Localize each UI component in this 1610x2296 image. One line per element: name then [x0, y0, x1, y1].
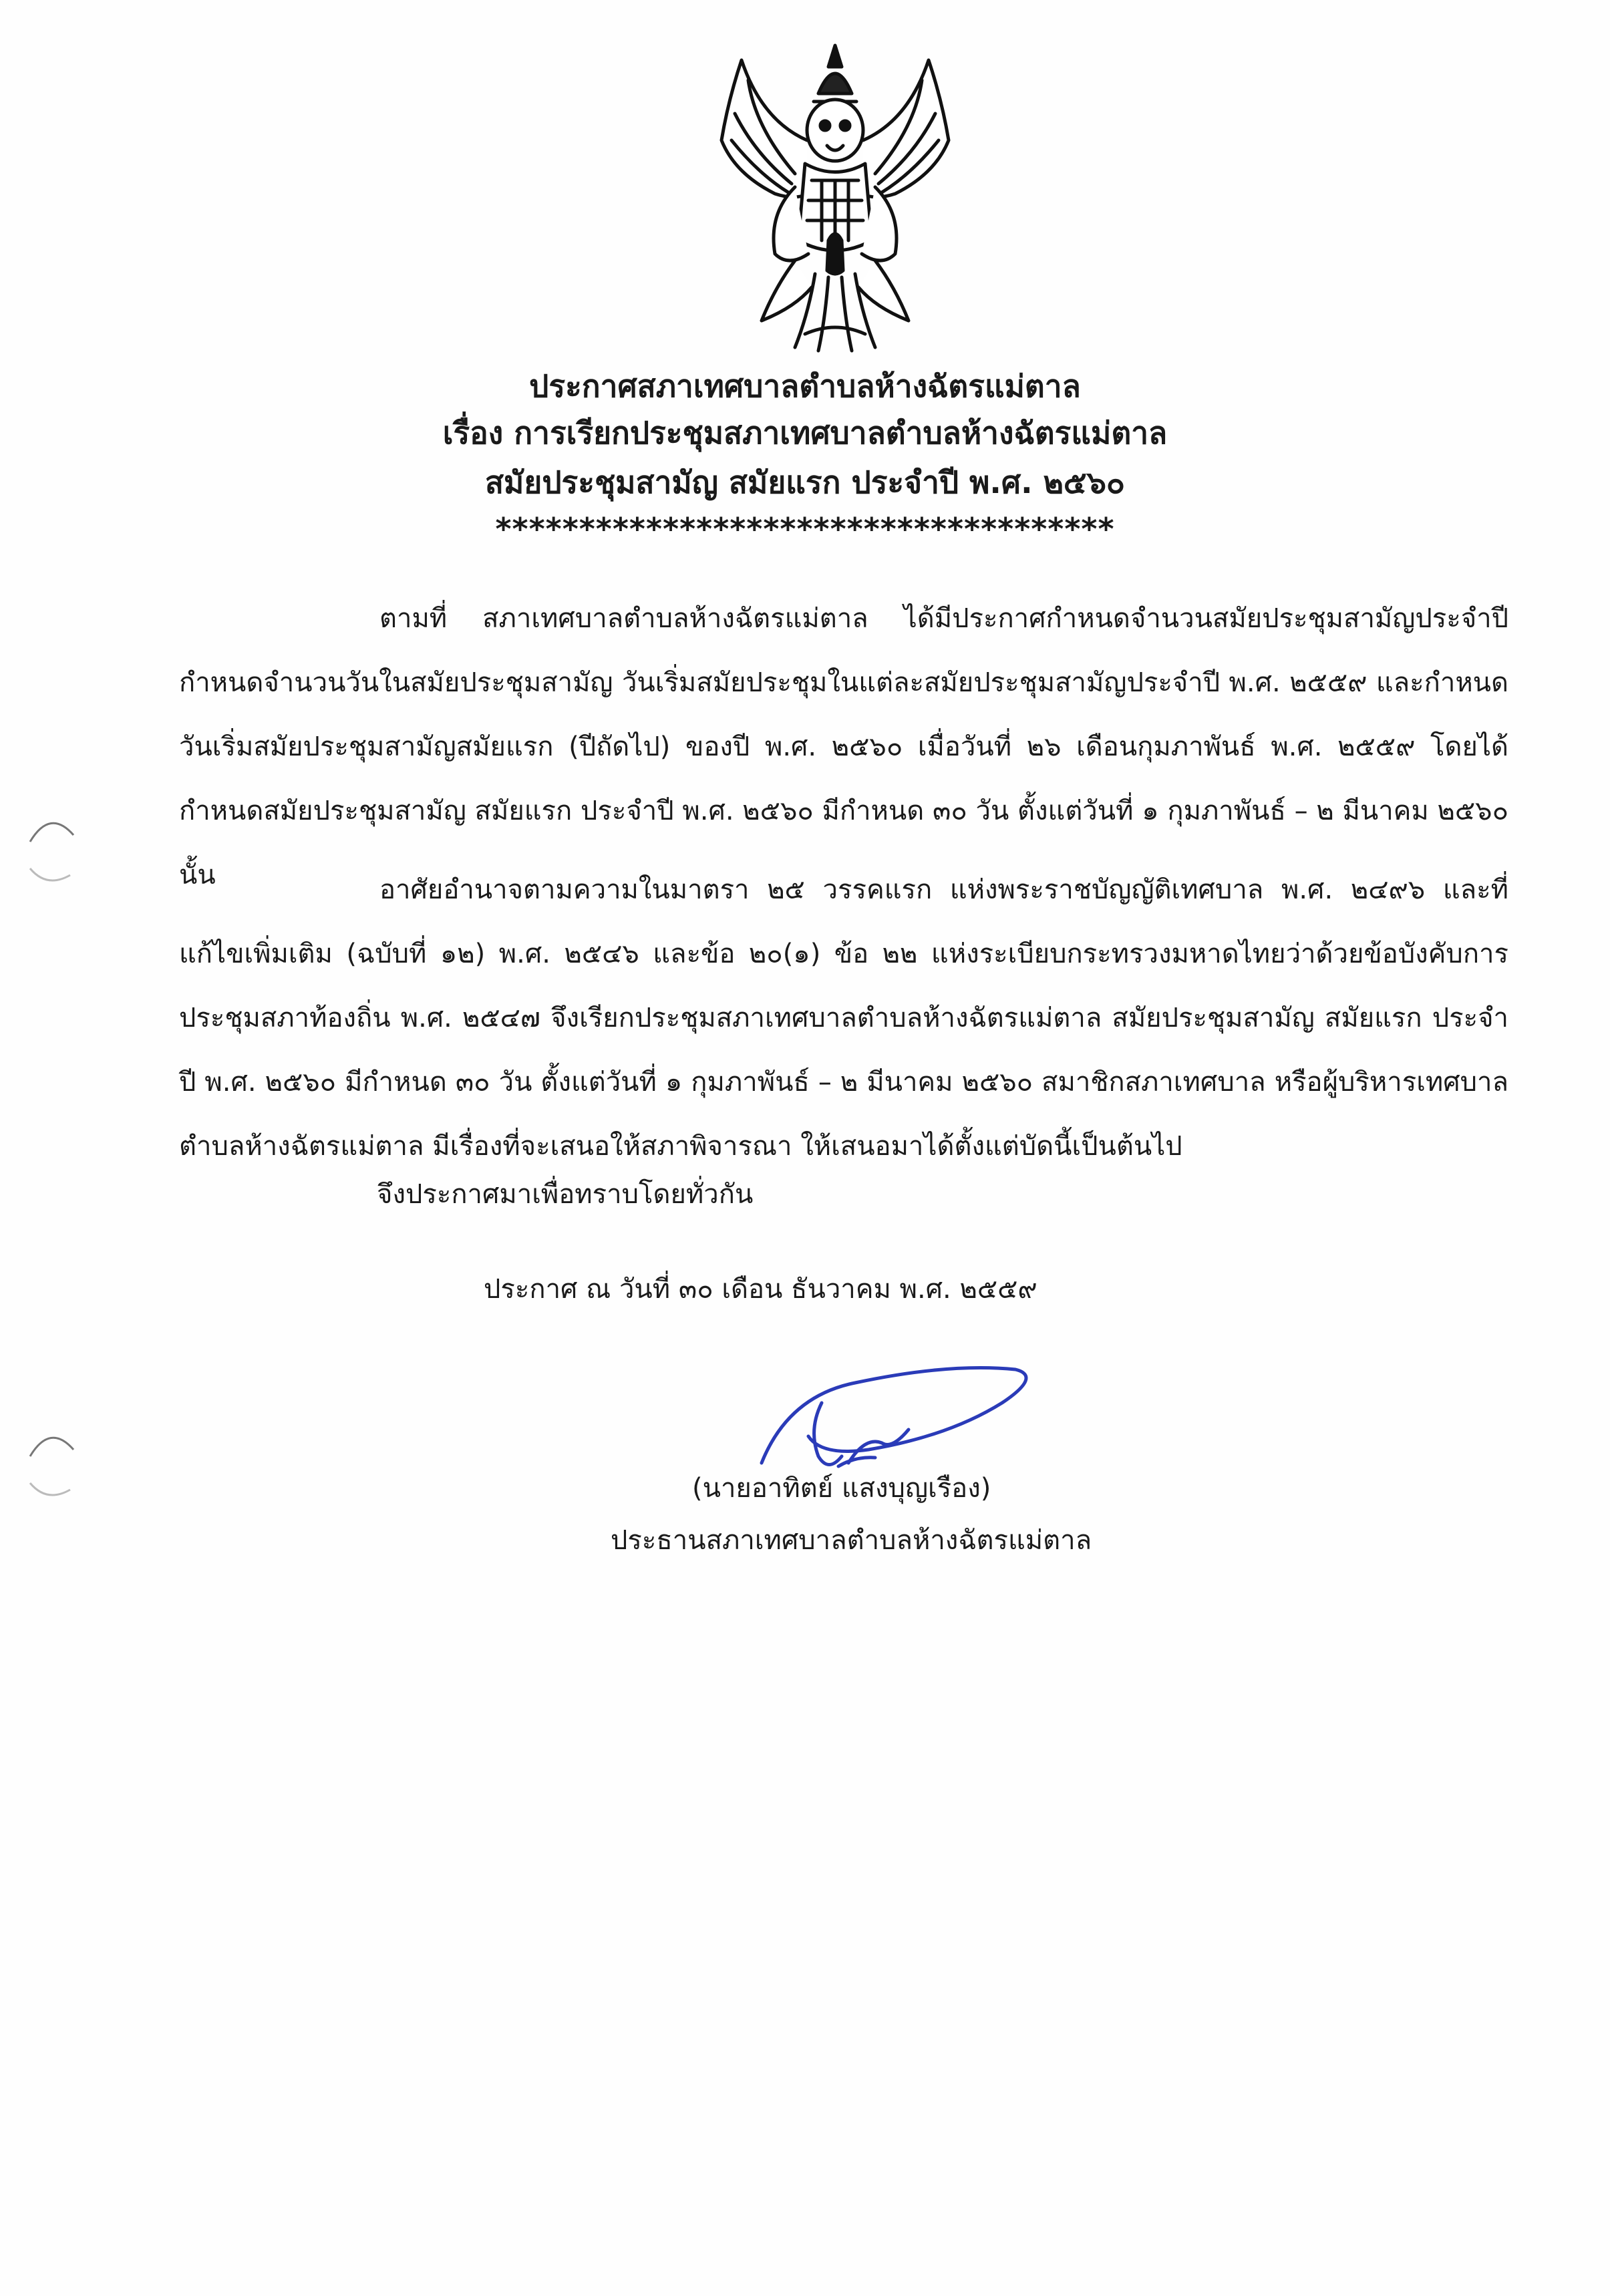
closing-statement: จึงประกาศมาเพื่อทราบโดยทั่วกัน: [377, 1179, 754, 1210]
header-separator: *************************************: [495, 511, 1115, 547]
signatory-name: (นายอาทิตย์ แสงบุญเรือง): [692, 1473, 991, 1504]
punch-hole-mark: [20, 1416, 80, 1516]
signatory-position: ประธานสภาเทศบาลตำบลห้างฉัตรแม่ตาล: [611, 1525, 1092, 1556]
body-paragraph-2: อาศัยอำนาจตามความในมาตรา ๒๕ วรรคแรก แห่งพระราชบัญญัติเทศบาล พ.ศ. ๒๔๙๖ และที่แก้ไขเพิ่มเติม (ฉบับที่ ๑๒) พ.ศ. ๒๕๔๖ และข้อ ๒๐(๑) ข้อ ๒๒ แห่งระเบียบกระทรวงมหาดไทยว่าด้วยข้อบังคับการประชุมสภาท้องถิ่น พ.ศ. ๒๕๔๗ จึงเรียกประชุมสภาเทศบาลตำบลห้างฉัตรแม่ตาล สมัยประชุมสามัญ สมัยแรก ประจำปี พ.ศ. ๒๕๖๐ มีกำหนด ๓๐ วัน ตั้งแต่วันที่ ๑ กุมภาพันธ์ – ๒ มีนาคม ๒๕๖๐ สมาชิกสภาเทศบาล หรือผู้บริหารเทศบาลตำบลห้างฉัตรแม่ตาล มีเรื่องที่จะเสนอให้สภาพิจารณา ให้เสนอมาได้ตั้งแต่บัดนี้เป็นต้นไป: [179, 874, 1508, 1162]
punch-hole-mark: [20, 802, 80, 902]
garuda-emblem-icon: [695, 40, 975, 354]
announcement-title: ประกาศสภาเทศบาลตำบลห้างฉัตรแม่ตาล: [529, 368, 1081, 404]
body-paragraph-1: ตามที่ สภาเทศบาลตำบลห้างฉัตรแม่ตาล ได้มีประกาศกำหนดจำนวนสมัยประชุมสามัญประจำปี กำหนดจำนวนวันในสมัยประชุมสามัญ วันเริ่มสมัยประชุมในแต่ละสมัยประชุมสามัญประจำปี พ.ศ. ๒๕๕๙ และกำหนดวันเริ่มสมัยประชุมสามัญสมัยแรก (ปีถัดไป) ของปี พ.ศ. ๒๕๖๐ เมื่อวันที่ ๒๖ เดือนกุมภาพันธ์ พ.ศ. ๒๕๕๙ โดยได้กำหนดสมัยประชุมสามัญ สมัยแรก ประจำปี พ.ศ. ๒๕๖๐ มีกำหนด ๓๐ วัน ตั้งแต่วันที่ ๑ กุมภาพันธ์ – ๒ มีนาคม ๒๕๖๐ นั้น: [179, 603, 1508, 890]
announcement-session: สมัยประชุมสามัญ สมัยแรก ประจำปี พ.ศ. ๒๕๖๐: [484, 464, 1126, 500]
announcement-subject: เรื่อง การเรียกประชุมสภาเทศบาลตำบลห้างฉัตรแม่ตาล: [442, 415, 1168, 451]
announcement-date: ประกาศ ณ วันที่ ๓๐ เดือน ธันวาคม พ.ศ. ๒๕๕๙: [484, 1274, 1037, 1305]
